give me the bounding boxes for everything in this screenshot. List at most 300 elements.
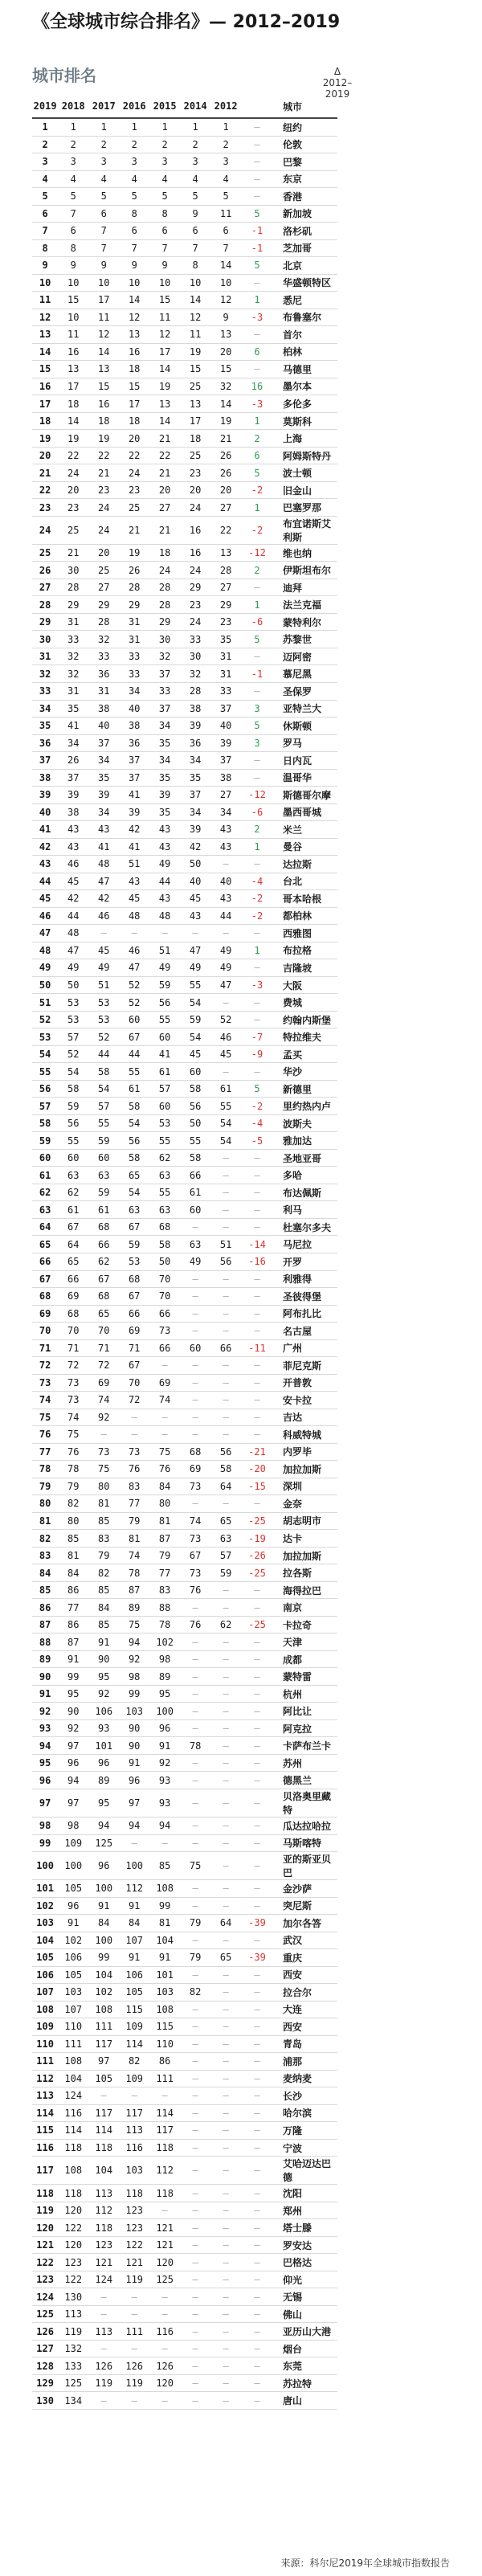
delta-cell: —	[241, 1288, 273, 1306]
city-name-cell: 华盛顿特区	[273, 274, 337, 292]
rank-cell: 72	[32, 1357, 58, 1375]
city-name-cell: 布拉格	[273, 942, 337, 959]
rank-cell: —	[180, 1409, 210, 1426]
rank-cell: —	[210, 1149, 241, 1167]
rank-cell: 22	[210, 516, 241, 544]
delta-cell: —	[241, 2070, 273, 2087]
rank-cell: 58	[88, 1063, 119, 1081]
rank-cell: 37	[149, 700, 180, 718]
rank-cell: 86	[58, 1581, 88, 1599]
city-name-cell: 艾哈迈达巴德	[273, 2157, 337, 2185]
rank-cell: 22	[119, 447, 149, 464]
rank-cell: 23	[88, 481, 119, 499]
table-row	[32, 596, 337, 614]
rank-cell: 40	[210, 873, 241, 890]
rank-cell: 21	[58, 544, 88, 562]
rank-cell: 92	[32, 1703, 58, 1720]
rank-cell: 41	[119, 838, 149, 856]
rank-cell: 49	[210, 959, 241, 977]
rank-cell: 7	[58, 205, 88, 223]
rank-cell: 91	[149, 1949, 180, 1967]
rank-cell: —	[210, 2139, 241, 2157]
rank-cell: 114	[32, 2104, 58, 2122]
rank-cell: 100	[88, 1880, 119, 1898]
rank-cell: 90	[32, 1668, 58, 1686]
rank-cell: 71	[88, 1339, 119, 1357]
rank-cell: 66	[180, 1167, 210, 1184]
rank-cell: 63	[210, 1530, 241, 1548]
rank-cell: 84	[32, 1564, 58, 1582]
table-row	[32, 890, 337, 908]
rank-cell: 44	[149, 873, 180, 890]
city-name-cell: 青岛	[273, 2035, 337, 2053]
rank-cell: 23	[180, 464, 210, 482]
rank-cell: 70	[149, 1288, 180, 1306]
rank-cell: 71	[119, 1339, 149, 1357]
rank-cell: 83	[32, 1547, 58, 1564]
rank-cell: 43	[58, 838, 88, 856]
city-name-cell: 德黑兰	[273, 1772, 337, 1789]
rank-cell: —	[149, 1834, 180, 1852]
rank-cell: —	[88, 2392, 119, 2410]
rank-cell: 31	[32, 648, 58, 665]
delta-cell: —	[241, 2374, 273, 2392]
rank-cell: 91	[58, 1650, 88, 1668]
city-name-cell: 斯德哥尔摩	[273, 787, 337, 804]
table-row	[32, 2139, 337, 2157]
rank-cell: 113	[88, 2323, 119, 2341]
rank-cell: 126	[119, 2357, 149, 2375]
rank-cell: 47	[180, 942, 210, 959]
rank-cell: 44	[58, 907, 88, 925]
rank-cell: 124	[32, 2288, 58, 2306]
delta-cell: —	[241, 2053, 273, 2071]
rank-cell: 100	[119, 1852, 149, 1880]
rank-cell: 21	[88, 464, 119, 482]
rank-cell: 78	[58, 1461, 88, 1478]
delta-cell: —	[241, 1634, 273, 1651]
table-row	[32, 274, 337, 292]
rank-cell: 11	[88, 309, 119, 326]
table-row	[32, 326, 337, 344]
rank-cell: —	[88, 925, 119, 942]
rank-cell: 112	[119, 1880, 149, 1898]
table-row	[32, 1547, 337, 1564]
table-row	[32, 1339, 337, 1357]
rank-cell: 31	[58, 682, 88, 700]
rank-cell: 20	[58, 481, 88, 499]
rank-cell: 49	[149, 959, 180, 977]
delta-cell: 3	[241, 734, 273, 752]
city-name-cell: 加尔各答	[273, 1915, 337, 1932]
rank-cell: —	[180, 1392, 210, 1409]
rank-cell: 47	[210, 976, 241, 994]
rank-cell: 117	[119, 2104, 149, 2122]
rank-cell: 109	[32, 2018, 58, 2036]
city-name-cell: 蒙特利尔	[273, 613, 337, 631]
city-name-cell: 洛杉矶	[273, 223, 337, 240]
rank-cell: 66	[119, 1305, 149, 1323]
rank-cell: 62	[210, 1616, 241, 1634]
rank-cell: 53	[88, 994, 119, 1012]
rank-cell: 49	[88, 959, 119, 977]
table-row	[32, 994, 337, 1012]
rank-cell: 115	[32, 2122, 58, 2140]
city-name-cell: 亚历山大港	[273, 2323, 337, 2341]
rank-cell: 84	[88, 1599, 119, 1617]
delta-cell: —	[241, 1270, 273, 1288]
rank-cell: 9	[32, 257, 58, 275]
rank-cell: 36	[88, 665, 119, 683]
table-row	[32, 1634, 337, 1651]
rank-cell: 28	[58, 579, 88, 596]
rank-cell: 31	[210, 648, 241, 665]
rank-cell: —	[180, 2340, 210, 2357]
rank-cell: 50	[32, 976, 58, 994]
table-row	[32, 1772, 337, 1789]
city-name-cell: 波斯夫	[273, 1114, 337, 1132]
rank-cell: 101	[88, 1737, 119, 1755]
rank-cell: 51	[210, 1236, 241, 1253]
rank-cell: 60	[88, 1149, 119, 1167]
table-row	[32, 1685, 337, 1703]
rank-cell: 74	[180, 1512, 210, 1530]
delta-cell: 5	[241, 1080, 273, 1098]
city-name-cell: 墨尔本	[273, 378, 337, 395]
rank-cell: 20	[210, 343, 241, 361]
rank-cell: —	[210, 2340, 241, 2357]
rank-cell: 8	[119, 205, 149, 223]
rank-cell: 37	[210, 752, 241, 770]
rank-cell: —	[210, 2157, 241, 2185]
rank-cell: 32	[88, 631, 119, 648]
rank-cell: 67	[58, 1218, 88, 1236]
rank-cell: —	[210, 1789, 241, 1817]
city-name-cell: 北京	[273, 257, 337, 275]
rank-cell: 34	[88, 752, 119, 770]
rank-cell: 33	[88, 648, 119, 665]
rank-cell: 81	[119, 1530, 149, 1548]
rank-cell: 74	[32, 1392, 58, 1409]
rank-cell: —	[149, 2392, 180, 2410]
rank-cell: 36	[180, 734, 210, 752]
table-row	[32, 1461, 337, 1478]
rank-cell: 24	[149, 562, 180, 579]
rank-cell: 57	[58, 1028, 88, 1046]
city-name-cell: 马德里	[273, 361, 337, 378]
rank-cell: 61	[180, 1184, 210, 1201]
city-name-cell: 加拉加斯	[273, 1461, 337, 1478]
rank-cell: 19	[180, 343, 210, 361]
rank-cell: 49	[58, 959, 88, 977]
rank-cell: 109	[119, 2070, 149, 2087]
rank-cell: 17	[119, 395, 149, 413]
delta-cell: -21	[241, 1443, 273, 1461]
delta-cell: 2	[241, 430, 273, 448]
rank-cell: 93	[149, 1789, 180, 1817]
city-name-cell: 温哥华	[273, 769, 337, 787]
rank-cell: 20	[32, 447, 58, 464]
table-row	[32, 2340, 337, 2357]
delta-cell: -3	[241, 395, 273, 413]
rank-cell: —	[149, 1409, 180, 1426]
rank-cell: —	[210, 2357, 241, 2375]
rank-cell: 94	[58, 1772, 88, 1789]
rank-cell: 59	[58, 1098, 88, 1115]
rank-cell: 14	[210, 395, 241, 413]
city-name-cell: 阿姆斯特丹	[273, 447, 337, 464]
rank-cell: 63	[180, 1236, 210, 1253]
rank-cell: 72	[119, 1392, 149, 1409]
rank-cell: 123	[32, 2271, 58, 2288]
rank-cell: 96	[58, 1897, 88, 1915]
rank-cell: 34	[180, 752, 210, 770]
rank-cell: 77	[32, 1443, 58, 1461]
rank-cell: 24	[58, 464, 88, 482]
rank-cell: 88	[149, 1599, 180, 1617]
rank-cell: 75	[180, 1852, 210, 1880]
rank-cell: 10	[58, 274, 88, 292]
rank-cell: 39	[32, 787, 58, 804]
rank-cell: 34	[180, 803, 210, 821]
rank-cell: 43	[58, 821, 88, 839]
rank-cell: 116	[119, 2139, 149, 2157]
rank-cell: 97	[58, 1737, 88, 1755]
rank-cell: 57	[88, 1098, 119, 1115]
rank-cell: 21	[119, 516, 149, 544]
rank-cell: 65	[58, 1253, 88, 1271]
rank-cell: —	[210, 1305, 241, 1323]
table-row	[32, 544, 337, 562]
rank-cell: 9	[119, 257, 149, 275]
rank-cell: —	[210, 1288, 241, 1306]
delta-cell: —	[241, 2288, 273, 2306]
rank-cell: 28	[210, 562, 241, 579]
rank-cell: 83	[88, 1530, 119, 1548]
rank-cell: 91	[88, 1634, 119, 1651]
col-2015-header: 2015	[149, 95, 180, 118]
rank-cell: 13	[149, 395, 180, 413]
rank-cell: 98	[32, 1817, 58, 1834]
delta-cell: 1	[241, 942, 273, 959]
rank-cell: 58	[32, 1114, 58, 1132]
rank-cell: 104	[149, 1932, 180, 1949]
rank-cell: —	[210, 1426, 241, 1444]
rank-cell: 94	[119, 1634, 149, 1651]
table-row	[32, 343, 337, 361]
rank-cell: 115	[149, 2018, 180, 2036]
rank-cell: 107	[58, 2001, 88, 2018]
rank-cell: 9	[58, 257, 88, 275]
rank-cell: 118	[119, 2185, 149, 2202]
table-row	[32, 1530, 337, 1548]
rank-cell: 42	[58, 890, 88, 908]
rank-cell: 101	[32, 1880, 58, 1898]
rank-cell: 116	[58, 2104, 88, 2122]
rank-cell: 59	[119, 1236, 149, 1253]
rank-cell: —	[210, 1201, 241, 1219]
rank-cell: —	[210, 1634, 241, 1651]
rank-cell: 4	[119, 170, 149, 188]
rank-cell: —	[180, 1218, 210, 1236]
rank-cell: 54	[210, 1132, 241, 1150]
rank-cell: 55	[149, 1132, 180, 1150]
city-name-cell: 布宜诺斯艾利斯	[273, 516, 337, 544]
source-footer: 来源：科尔尼2019年全球城市指数报告	[280, 2558, 450, 2569]
rank-cell: 86	[149, 2053, 180, 2071]
table-row	[32, 1817, 337, 1834]
rank-cell: 25	[32, 544, 58, 562]
rank-cell: 53	[32, 1028, 58, 1046]
rank-cell: 51	[149, 942, 180, 959]
city-name-cell: 圣彼得堡	[273, 1288, 337, 1306]
rank-cell: —	[210, 2219, 241, 2237]
city-name-cell: 天津	[273, 1634, 337, 1651]
delta-cell: —	[241, 1852, 273, 1880]
table-row	[32, 718, 337, 735]
delta-cell: —	[241, 1754, 273, 1772]
rank-cell: 59	[88, 1132, 119, 1150]
delta-cell: —	[241, 1789, 273, 1817]
rank-cell: —	[149, 1357, 180, 1375]
rank-cell: 63	[32, 1201, 58, 1219]
rank-cell: 95	[88, 1789, 119, 1817]
rank-cell: 84	[119, 1915, 149, 1932]
delta-cell: —	[241, 682, 273, 700]
rank-cell: 27	[210, 787, 241, 804]
rank-cell: 117	[88, 2104, 119, 2122]
city-name-cell: 拉合尔	[273, 1984, 337, 2002]
city-name-cell: 马斯喀特	[273, 1834, 337, 1852]
rank-cell: 1	[149, 118, 180, 136]
rank-cell: 3	[58, 153, 88, 171]
delta-cell: -6	[241, 613, 273, 631]
rank-cell: 125	[58, 2374, 88, 2392]
rank-cell: —	[149, 2305, 180, 2323]
rank-cell: 43	[149, 838, 180, 856]
table-row	[32, 118, 337, 136]
rank-cell: 31	[58, 613, 88, 631]
delta-cell: —	[241, 1817, 273, 1834]
rank-cell: 77	[149, 1564, 180, 1582]
rank-cell: 33	[210, 682, 241, 700]
table-row	[32, 1011, 337, 1028]
rank-cell: 59	[180, 1011, 210, 1028]
rank-cell: 8	[149, 205, 180, 223]
rank-cell: 103	[119, 1703, 149, 1720]
rank-cell: 96	[58, 1754, 88, 1772]
city-name-cell: 深圳	[273, 1478, 337, 1495]
rank-cell: 79	[88, 1547, 119, 1564]
rank-cell: 71	[58, 1339, 88, 1357]
rank-cell: 4	[180, 170, 210, 188]
rank-cell: 10	[149, 274, 180, 292]
rank-cell: 65	[210, 1512, 241, 1530]
rank-cell: 62	[88, 1253, 119, 1271]
rank-cell: 24	[88, 499, 119, 517]
table-row	[32, 1270, 337, 1288]
rank-cell: 61	[119, 1080, 149, 1098]
rank-cell: 73	[58, 1392, 88, 1409]
rank-cell: 10	[119, 274, 149, 292]
rank-cell: 44	[32, 873, 58, 890]
delta-cell: -3	[241, 976, 273, 994]
rank-cell: 58	[180, 1080, 210, 1098]
city-name-cell: 佛山	[273, 2305, 337, 2323]
rank-cell: 68	[88, 1288, 119, 1306]
rank-cell: 4	[149, 170, 180, 188]
rank-cell: 21	[32, 464, 58, 482]
rank-cell: 72	[58, 1357, 88, 1375]
rank-cell: 57	[210, 1547, 241, 1564]
rank-cell: 13	[180, 395, 210, 413]
rank-cell: 9	[149, 257, 180, 275]
rank-cell: 85	[88, 1616, 119, 1634]
rank-cell: 51	[119, 856, 149, 873]
rank-cell: —	[210, 1984, 241, 2002]
rank-cell: 15	[210, 361, 241, 378]
rank-cell: 29	[32, 613, 58, 631]
table-row	[32, 1236, 337, 1253]
delta-cell: —	[241, 1581, 273, 1599]
rank-cell: 43	[180, 907, 210, 925]
rank-cell: 113	[32, 2087, 58, 2105]
rank-cell: 43	[149, 890, 180, 908]
delta-cell: -19	[241, 1530, 273, 1548]
rank-cell: 91	[149, 1737, 180, 1755]
delta-cell: —	[241, 2018, 273, 2036]
rank-cell: 96	[88, 1754, 119, 1772]
rank-cell: 70	[58, 1323, 88, 1340]
rank-cell: —	[210, 2305, 241, 2323]
rank-cell: 36	[119, 734, 149, 752]
rank-cell: 14	[88, 343, 119, 361]
city-name-cell: 亚特兰大	[273, 700, 337, 718]
delta-cell: —	[241, 1984, 273, 2002]
rank-cell: 49	[180, 1253, 210, 1271]
city-name-cell: 迈阿密	[273, 648, 337, 665]
city-name-cell: 沈阳	[273, 2185, 337, 2202]
rank-cell: 29	[58, 596, 88, 614]
rank-cell: 37	[119, 752, 149, 770]
rank-cell: 55	[149, 1184, 180, 1201]
delta-cell: 5	[241, 464, 273, 482]
rank-cell: 119	[119, 2271, 149, 2288]
city-name-cell: 上海	[273, 430, 337, 448]
delta-cell: —	[241, 2104, 273, 2122]
city-name-cell: 里约热内卢	[273, 1098, 337, 1115]
table-row	[32, 1599, 337, 1617]
table-row	[32, 1495, 337, 1513]
rank-cell: 117	[32, 2157, 58, 2185]
table-row	[32, 1409, 337, 1426]
rank-cell: 33	[180, 631, 210, 648]
col-2016-header: 2016	[119, 95, 149, 118]
city-name-cell: 宁波	[273, 2139, 337, 2157]
delta-cell: —	[241, 2139, 273, 2157]
city-name-cell: 布达佩斯	[273, 1184, 337, 1201]
delta-cell: -4	[241, 873, 273, 890]
rank-cell: 21	[149, 516, 180, 544]
rank-cell: 111	[149, 2070, 180, 2087]
rank-cell: 85	[88, 1581, 119, 1599]
rank-cell: 9	[88, 257, 119, 275]
rank-cell: 108	[58, 2053, 88, 2071]
rank-cell: 28	[88, 613, 119, 631]
rank-cell: 19	[149, 378, 180, 395]
rank-cell: 82	[32, 1530, 58, 1548]
rank-cell: 121	[119, 2254, 149, 2271]
